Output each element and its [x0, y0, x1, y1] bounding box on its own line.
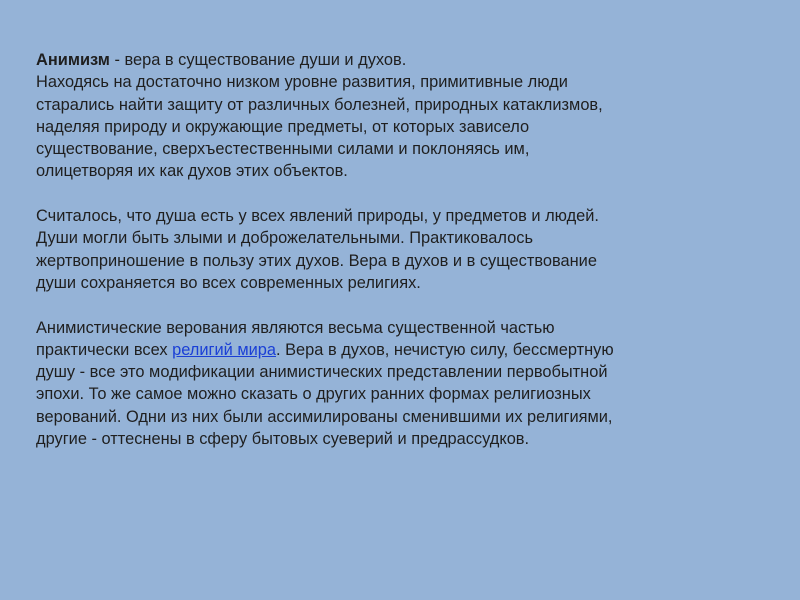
text-line-with-link [36, 339, 776, 361]
world-religions-link[interactable]: религий мира [172, 340, 276, 359]
text-line: верований. Одни из них были ассимилированы сменившими их религиями, [36, 407, 613, 426]
paragraph-soul-beliefs [36, 205, 776, 294]
text-line: эпохи. То же самое можно сказать о других ранних формах религиозных [36, 385, 591, 404]
text-line: Считалось, что душа есть у всех явлений природы, у предметов и людей. [36, 207, 599, 226]
paragraph-animism-definition [36, 49, 776, 183]
text-line: жертвоприношение в пользу этих духов. Вера в духов и в существование [36, 251, 597, 270]
text-line: Находясь на достаточно низком уровне развития, примитивные люди [36, 73, 568, 92]
paragraph-spacer [36, 183, 776, 205]
definition-line [36, 49, 776, 71]
text-line: души сохраняется во всех современных религиях. [36, 273, 421, 292]
text-line: наделяя природу и окружающие предметы, от которых зависело [36, 117, 530, 136]
definition-text: - вера в существование души и духов. [109, 51, 407, 69]
text-line: олицетворяя их как духов этих объектов. [36, 162, 348, 181]
text-before-link: практически всех [36, 340, 173, 359]
text-line: старались найти защиту от различных болезней, природных катаклизмов, [36, 95, 603, 114]
term-animism: Анимизм [36, 51, 110, 69]
text-after-link: . Вера в духов, нечистую силу, бессмертную [276, 340, 614, 359]
text-line: существование, сверхъестественными силами и поклоняясь им, [36, 140, 530, 159]
paragraph-animistic-religions [36, 317, 776, 451]
paragraph-spacer [36, 294, 776, 316]
text-line: Анимистические верования являются весьма существенной частью [36, 318, 555, 337]
text-line: душу - все это модификации анимистических представлении первобытной [36, 363, 608, 382]
text-line: другие - оттеснены в сферу бытовых суеверий и предрассудков. [36, 430, 530, 449]
slide-text-block [36, 49, 776, 450]
text-line: Души могли быть злыми и доброжелательными. Практиковалось [36, 229, 533, 248]
